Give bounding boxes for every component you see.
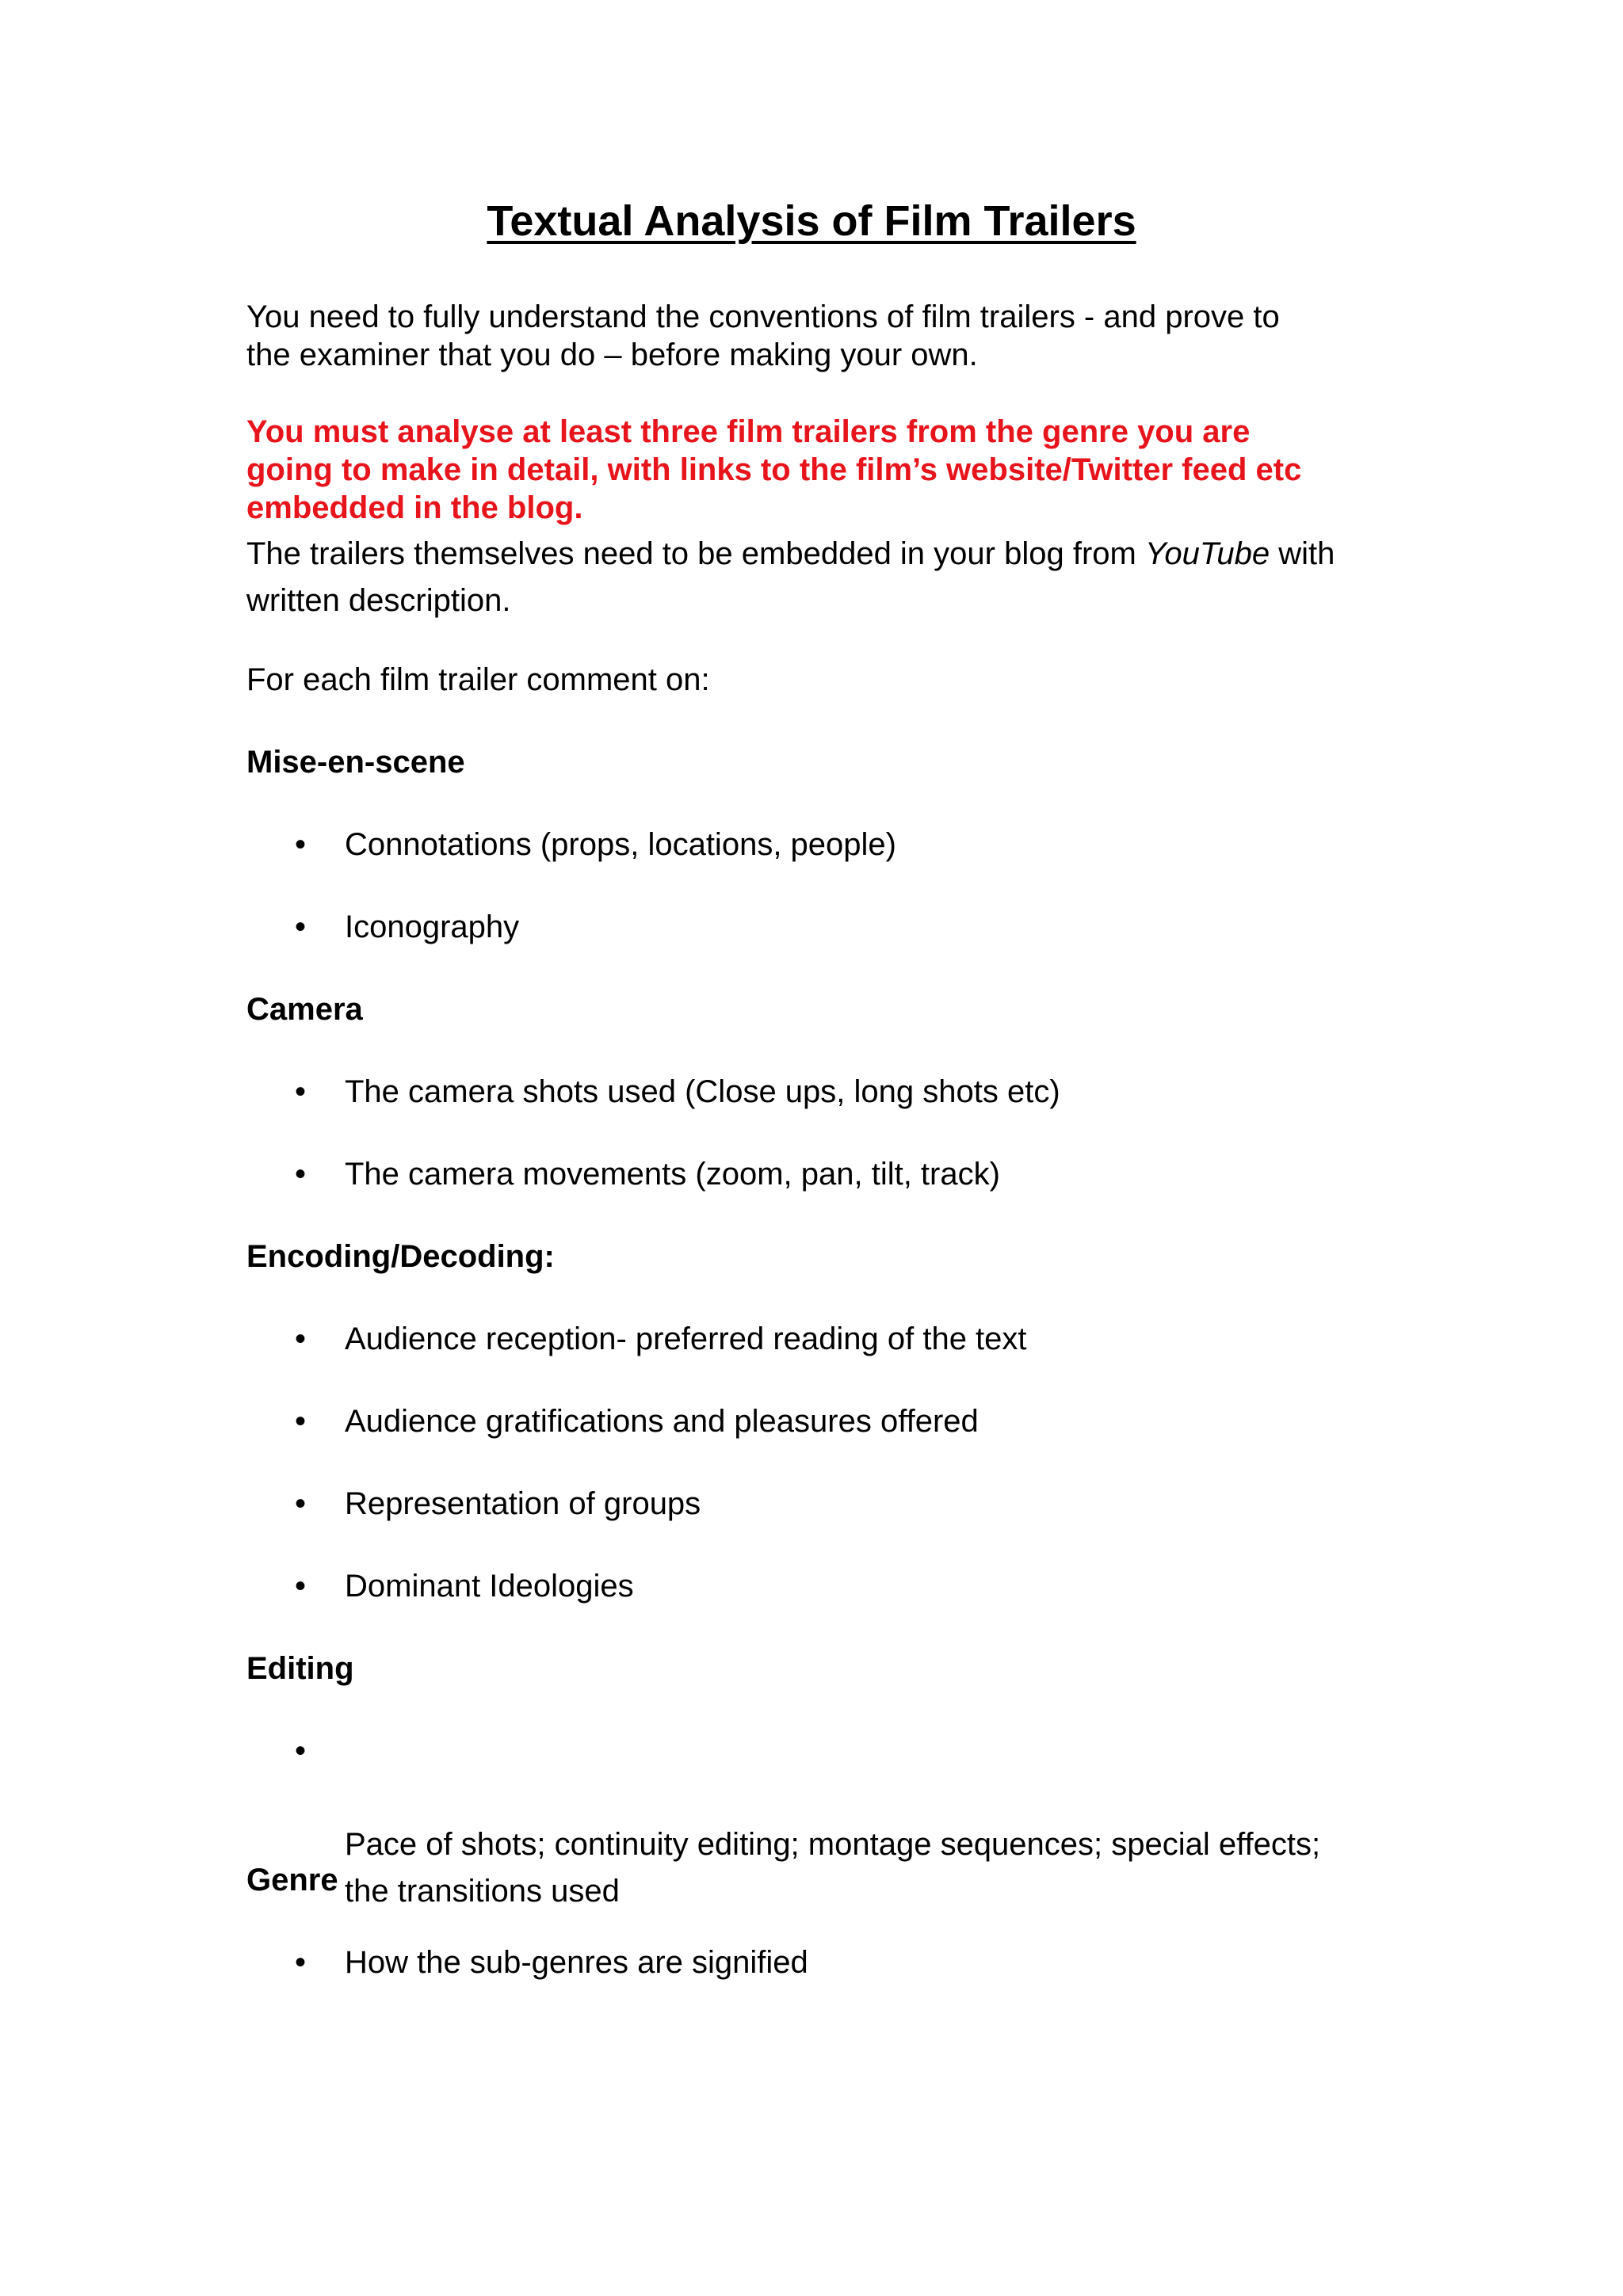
list-item-text: Audience gratifications and pleasures offered (345, 1404, 979, 1439)
bullet-glyph: • (295, 910, 307, 944)
list-item-text: How the sub-genres are signified (345, 1945, 808, 1980)
list-item (295, 822, 1404, 868)
list-item-text: Audience reception- preferred reading of the text (345, 1322, 1027, 1356)
embed-text: The trailers themselves need to be embedded in your blog from (246, 536, 1145, 571)
list-item (295, 1398, 1404, 1445)
list-item-text: The camera shots used (Close ups, long shots etc) (345, 1074, 1060, 1109)
intro-line: the examiner that you do – before making your own. (246, 338, 978, 372)
list-item (295, 1939, 1404, 1986)
section-heading-mise-en-scene: Mise-en-scene (246, 745, 465, 780)
list-item-text: Dominant Ideologies (345, 1569, 634, 1604)
embed-line (246, 531, 1388, 578)
section-heading-editing: Editing (246, 1651, 354, 1686)
bullet-glyph: • (295, 1157, 307, 1192)
page-title: Textual Analysis of Film Trailers (487, 197, 1136, 245)
intro-paragraph (246, 298, 1388, 374)
intro-line: You need to fully understand the conventions of film trailers - and prove to (246, 299, 1280, 334)
list-item (295, 1481, 1404, 1527)
embed-line: written description. (246, 583, 511, 618)
warning-line: going to make in detail, with links to the film’s website/Twitter feed etc (246, 452, 1302, 487)
list-item (295, 1069, 1404, 1116)
bullet-glyph: • (295, 1486, 307, 1521)
list-item (295, 1728, 1404, 1962)
section-heading-camera: Camera (246, 992, 363, 1027)
embed-text: with (1270, 536, 1335, 571)
list-item (295, 1151, 1404, 1198)
bullet-glyph: • (295, 1945, 307, 1980)
bullet-glyph: • (295, 1733, 307, 1768)
embed-instructions (246, 531, 1388, 624)
list-item (295, 1316, 1404, 1363)
bullet-glyph: • (295, 1404, 307, 1439)
list-item (295, 1563, 1404, 1610)
bullet-glyph: • (295, 1322, 307, 1356)
list-item (295, 904, 1404, 951)
bullet-glyph: • (295, 827, 307, 862)
youtube-emphasis: YouTube (1144, 536, 1270, 571)
bullet-glyph: • (295, 1074, 307, 1109)
list-item-text: Connotations (props, locations, people) (345, 827, 896, 862)
bullet-glyph: • (295, 1569, 307, 1604)
warning-line: You must analyse at least three film trailers from the genre you are (246, 414, 1251, 449)
list-item-text: Representation of groups (345, 1486, 701, 1521)
requirement-warning (246, 413, 1388, 527)
list-item-text: The camera movements (zoom, pan, tilt, track) (345, 1157, 1000, 1192)
list-item-text: Iconography (345, 910, 520, 944)
list-item-text: Pace of shots; continuity editing; montage sequences; special effects; the transitions used (345, 1827, 1321, 1909)
warning-line: embedded in the blog. (246, 490, 583, 525)
list-lead-in: For each film trailer comment on: (246, 662, 710, 697)
section-heading-genre: Genre (246, 1863, 338, 1897)
section-heading-encoding-decoding: Encoding/Decoding: (246, 1239, 555, 1274)
